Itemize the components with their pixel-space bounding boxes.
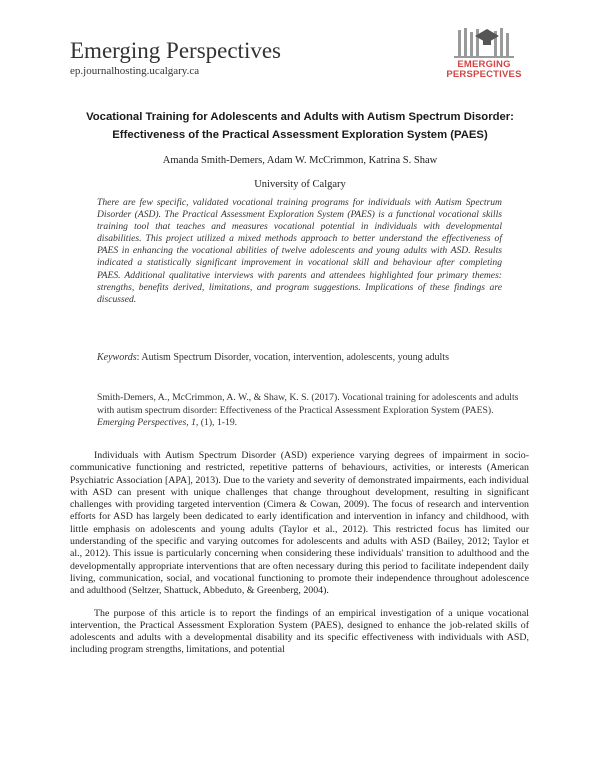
journal-logo-text xyxy=(438,60,530,80)
journal-name: Emerging Perspectives xyxy=(70,38,281,63)
citation-journal: Emerging Perspectives, 1, xyxy=(97,417,199,429)
body-paragraph-1: Individuals with Autism Spectrum Disorder (ASD) experience varying degrees of impairment in socio-communicative functioning and restricted, repetitive patterns of behaviours, activities, or interests (American Psychiatric Association [APA], 2013). Due to the variety and severity of demonstrated impairments, each individual with ASD can present with unique challenges that change throughout development, resulting in significant challenges with providing targeted intervention (Cimera & Cowan, 2009). The focus of research and intervention efforts for ASD has largely been dedicated to early identification and intervention in infancy and childhood, with little emphasis on adolescents and young adults (Taylor et al., 2012). This restricted focus has limited our understanding of the specific and varying outcomes for adolescents and adults with ASD (Bailey, 2012; Taylor et al., 2012). This issue is particularly concerning when considering these individuals' transition to adulthood and the developmentally appropriate interventions that are often necessary during this period to facilitate independent daily living, communication, social, and vocational functioning to promote their independence throughout adolescence and adulthood (Seltzer, Shattuck, Abbeduto, & Greenberg, 2004). xyxy=(70,450,529,597)
article-authors: Amanda Smith-Demers, Adam W. McCrimmon, Katrina S. Shaw xyxy=(162,155,438,166)
keywords-list: : Autism Spectrum Disorder, vocation, intervention, adolescents, young adults xyxy=(136,352,449,363)
citation-pages: (1), 1-19. xyxy=(198,417,238,429)
article-title: Vocational Training for Adolescents and Adults with Autism Spectrum Disorder: Effectiveness of the Practical Assessment Exploration System (PAES) xyxy=(86,111,514,141)
citation xyxy=(97,392,522,430)
abstract: There are few specific, validated vocational training programs for individuals with Autism Spectrum Disorder (ASD). The Practical Assessment Exploration System (PAES) is a functional vocational skills training tool that teaches and measures vocational potential in individuals with developmental disabilities. This project utilized a mixed methods approach to better understand the effectiveness of PAES in enhancing the vocational abilities of twelve adolescents and young adults with ASD. Results indicated a statistically significant improvement in vocational skill and behaviour after completing PAES. Additional qualitative interviews with parents and attendees highlighted four primary themes: strengths, benefits derived, limitations, and program suggestions. Implications of these findings are discussed. xyxy=(97,197,502,305)
article-body xyxy=(70,450,529,667)
logo-line-1: EMERGING xyxy=(457,59,511,70)
journal-url[interactable]: ep.journalhosting.ucalgary.ca xyxy=(70,65,200,77)
keywords xyxy=(97,352,502,365)
article-affiliation: University of Calgary xyxy=(254,179,346,190)
citation-main: Smith-Demers, A., McCrimmon, A. W., & Shaw, K. S. (2017). Vocational training for adolescents and adults with autism spectrum disorder: Effectiveness of the Practical Assessment Exploration System (PAES). xyxy=(97,392,519,416)
body-paragraph-2: The purpose of this article is to report the findings of an empirical investigation of a unique vocational intervention, the Practical Assessment Exploration System (PAES), designed to enhance the job-related skills of adolescents and adults with a developmental disability and its specific effectiveness with individuals with ASD, including program strengths, limitations, and potential xyxy=(70,607,529,656)
keywords-label: Keywords xyxy=(97,352,137,363)
logo-line-2: PERSPECTIVES xyxy=(446,69,522,80)
